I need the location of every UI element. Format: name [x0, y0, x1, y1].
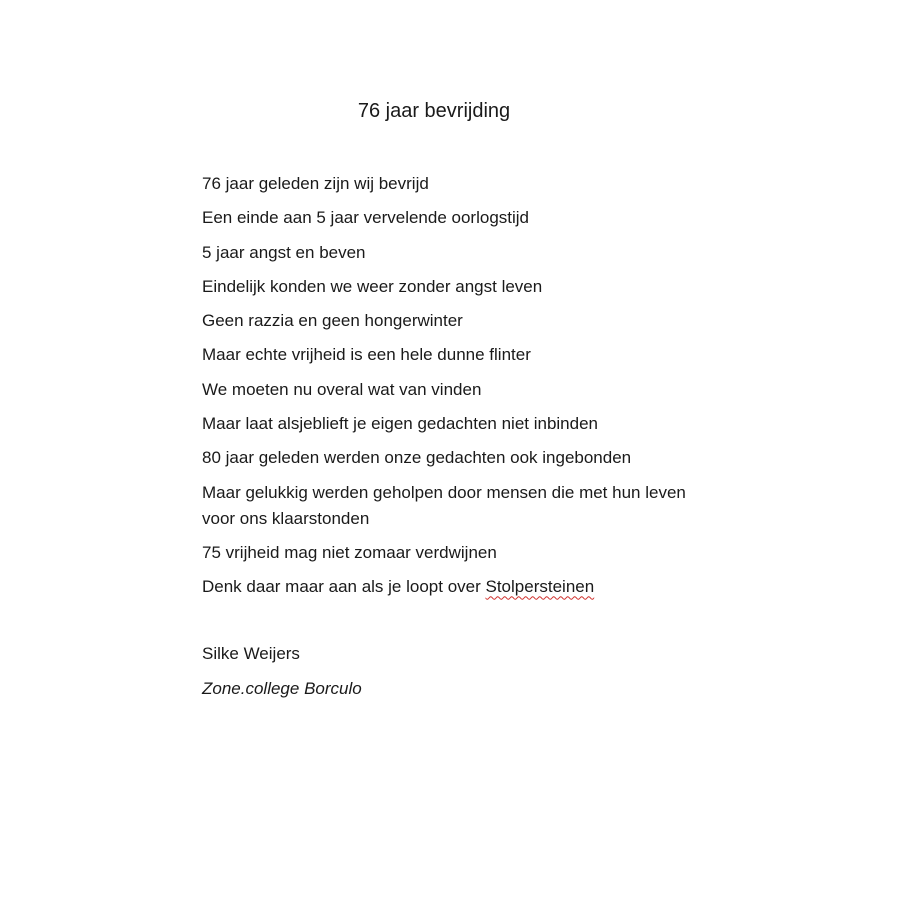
school-name: Zone.college Borculo	[202, 679, 362, 698]
last-line-text: Denk daar maar aan als je loopt over	[202, 577, 486, 597]
poem-line: Een einde aan 5 jaar vervelende oorlogstijd	[202, 208, 530, 228]
poem-line: Maar gelukkig werden geholpen door mensen die met hun leven voor ons klaarstonden	[202, 482, 686, 528]
spellcheck-flagged-word[interactable]: Stolpersteinen	[485, 577, 595, 597]
poem-line: 5 jaar angst en beven	[202, 242, 366, 262]
poem-line: Maar echte vrijheid is een hele dunne flinter	[202, 345, 531, 365]
poem-line: 80 jaar geleden werden onze gedachten ook ingebonden	[202, 448, 632, 468]
poem-line: 75 vrijheid mag niet zomaar verdwijnen	[202, 542, 497, 562]
poem-line: Maar laat alsjeblieft je eigen gedachten niet inbinden	[202, 414, 598, 434]
poem-line: Eindelijk konden we weer zonder angst leven	[202, 276, 543, 296]
poem-line: We moeten nu overal wat van vinden	[202, 379, 482, 399]
poem-title: 76 jaar bevrijding	[357, 100, 511, 122]
poem-body	[202, 171, 692, 609]
poem-line: Geen razzia en geen hongerwinter	[202, 311, 463, 331]
author-name: Silke Weijers	[202, 644, 300, 663]
poem-line: 76 jaar geleden zijn wij bevrijd	[202, 174, 429, 193]
poem-last-line	[202, 574, 692, 600]
